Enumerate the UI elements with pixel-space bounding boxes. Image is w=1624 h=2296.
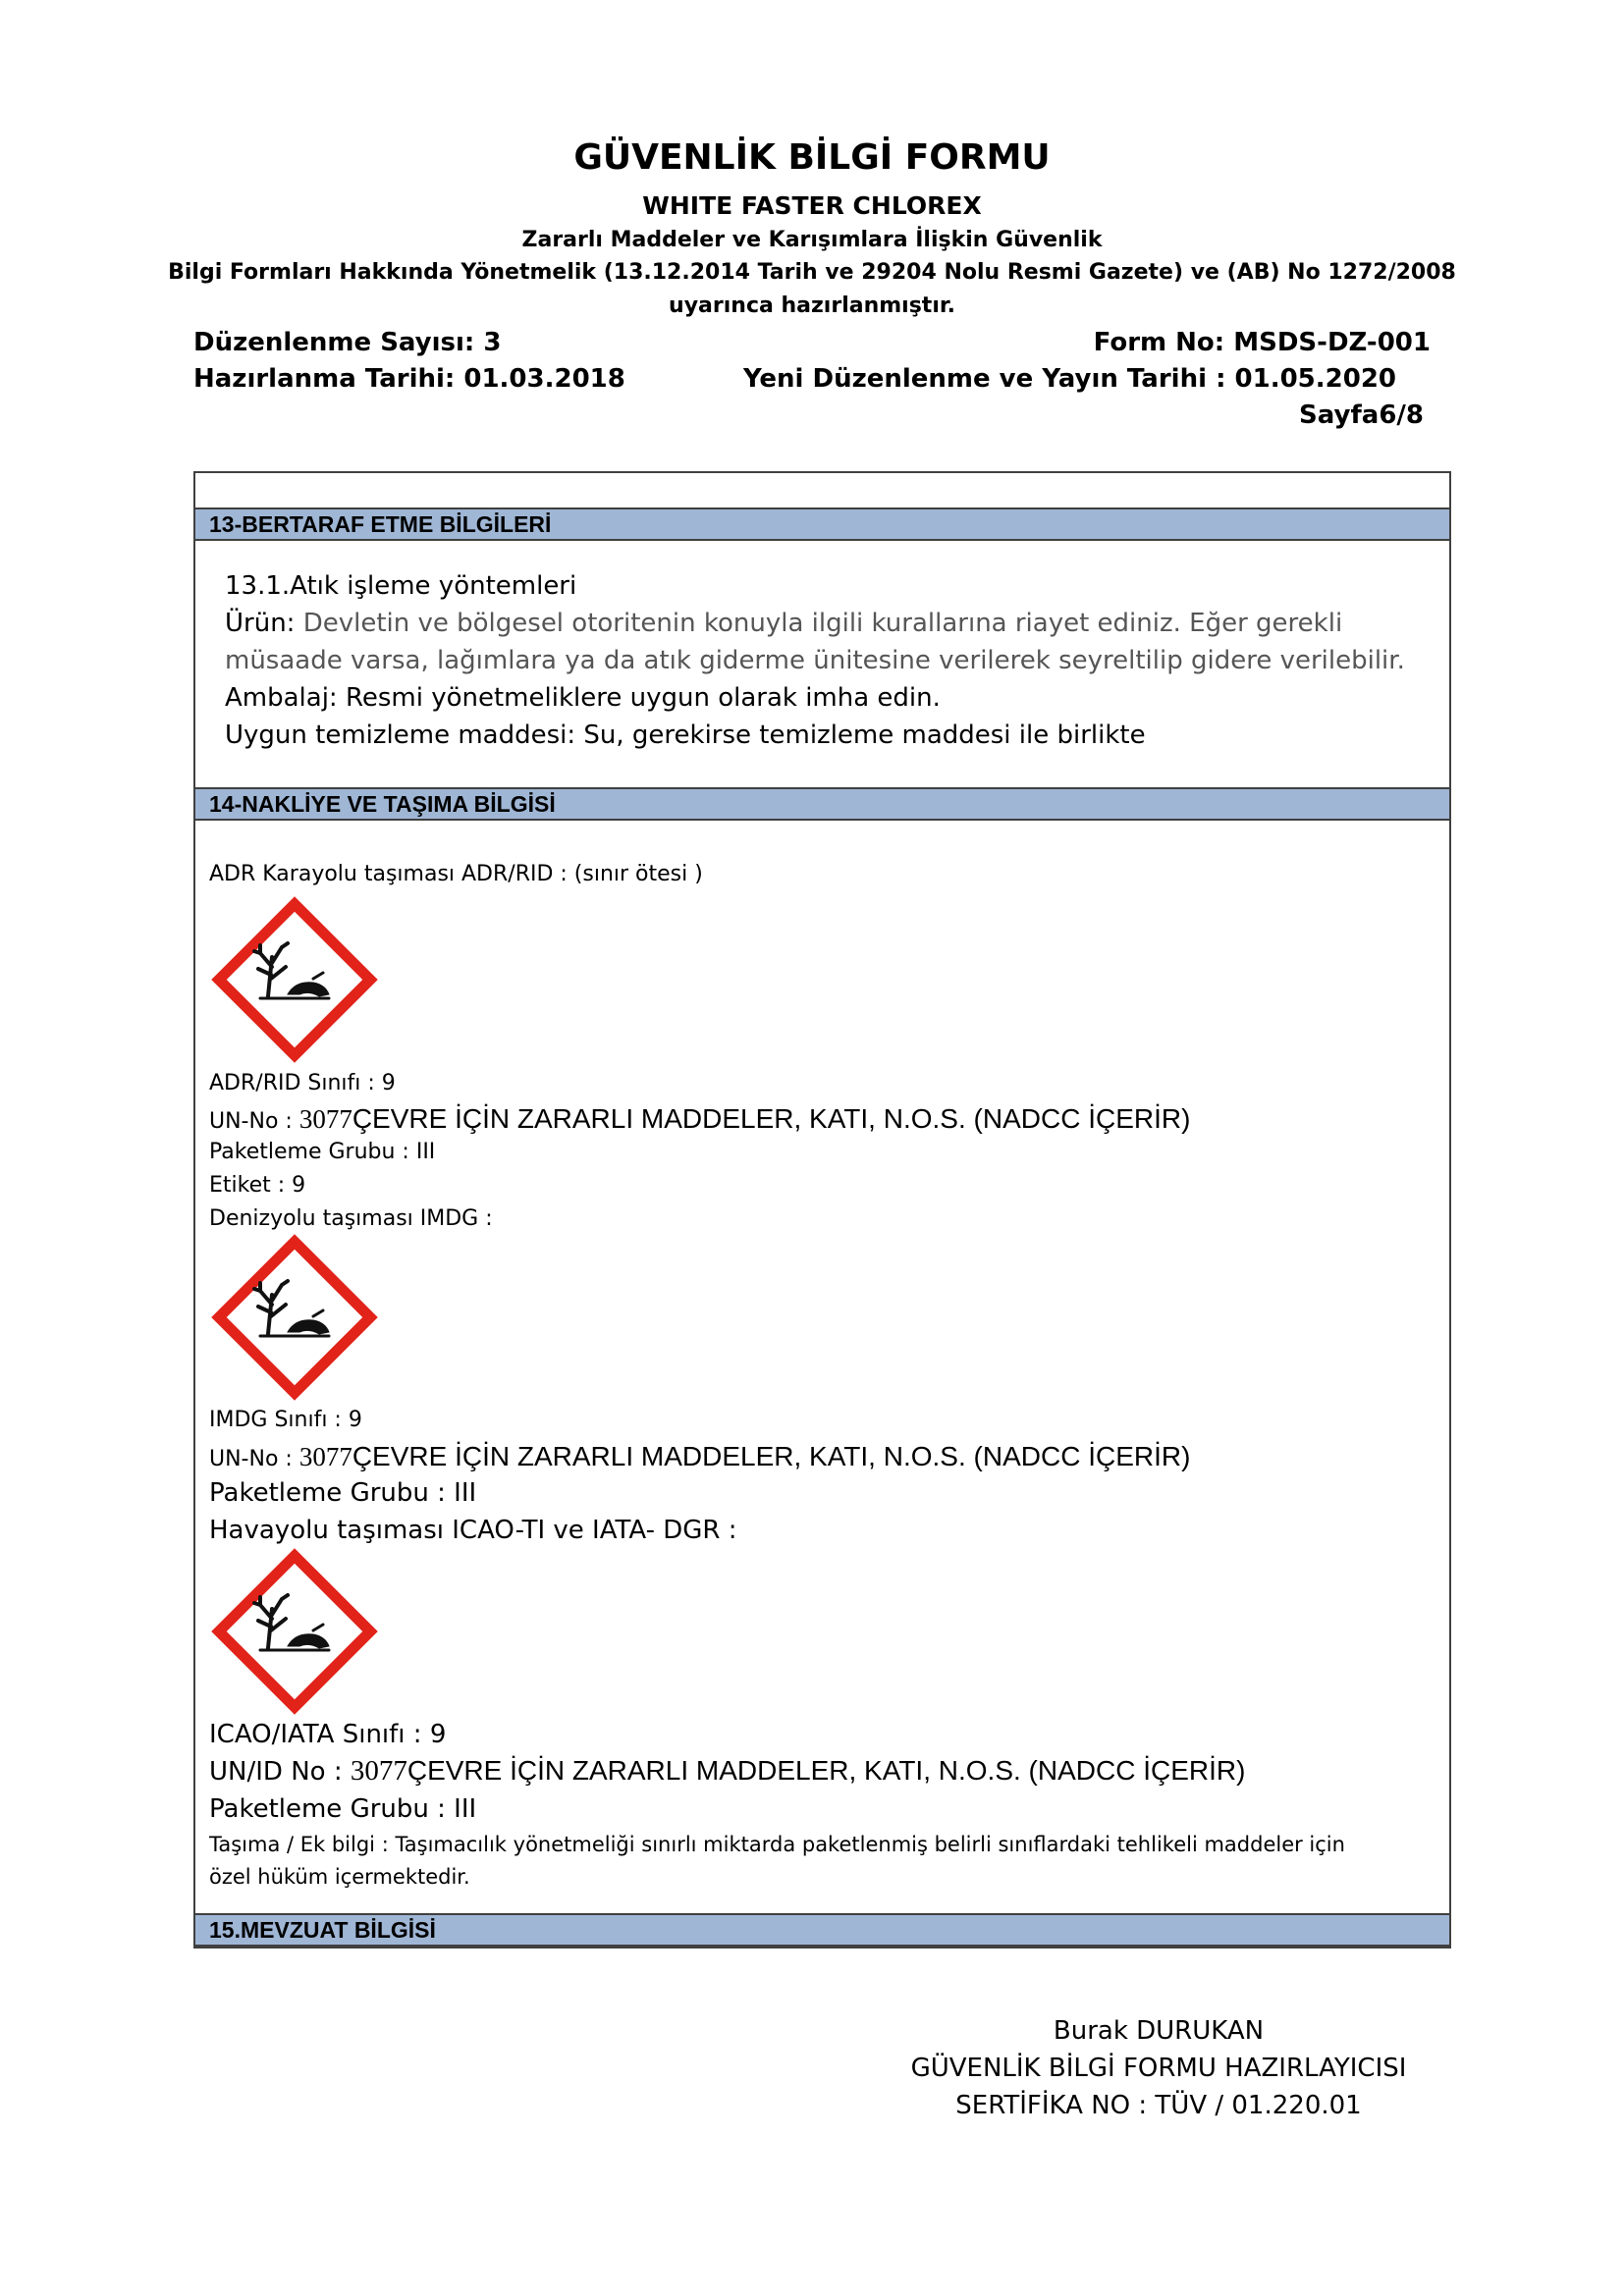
- adr-title: ADR Karayolu taşıması ADR/RID : (sınır ötesi ): [209, 862, 703, 886]
- transport-extra-info-1: Taşıma / Ek bilgi : Taşımacılık yönetmeliği sınırlı miktarda paketlenmiş belirli sınıflardaki tehlikeli maddeler için: [209, 1833, 1345, 1856]
- air-transport-title: Havayolu taşıması ICAO-TI ve IATA- DGR :: [209, 1516, 737, 1545]
- packaging-disposal: Ambalaj: Resmi yönetmeliklere uygun olarak imha edin.: [225, 683, 941, 713]
- adr-label: Etiket : 9: [209, 1173, 306, 1198]
- document-title: GÜVENLİK BİLGİ FORMU: [573, 137, 1051, 178]
- adr-un-number: UN-No : 3077ÇEVRE İÇİN ZARARLI MADDELER, KATI, N.O.S. (NADCC İÇERİR): [209, 1103, 1191, 1134]
- form-number: Form No: MSDS-DZ-001: [1093, 328, 1431, 357]
- imdg-packing-group: Paketleme Grubu : III: [209, 1478, 477, 1508]
- preparer-role: GÜVENLİK BİLGİ FORMU HAZIRLAYICISI: [910, 2054, 1407, 2083]
- page-number: Sayfa6/8: [1299, 400, 1424, 430]
- imdg-title: Denizyolu taşıması IMDG :: [209, 1206, 493, 1231]
- adr-packing-group: Paketleme Grubu : III: [209, 1140, 436, 1164]
- product-disposal-line-2: müsaade varsa, lağımlara ya da atık giderme ünitesine verilerek seyreltilip gidere verilebilir.: [225, 646, 1405, 675]
- ghs09-environment-hazard-icon: [211, 1548, 378, 1715]
- revision-number: Düzenlenme Sayısı: 3: [193, 328, 502, 357]
- adr-class: ADR/RID Sınıfı : 9: [209, 1071, 396, 1095]
- certificate-number: SERTİFİKA NO : TÜV / 01.220.01: [955, 2091, 1362, 2120]
- cleaning-agent: Uygun temizleme maddesi: Su, gerekirse temizleme maddesi ile birlikte: [225, 721, 1146, 750]
- ghs09-environment-hazard-icon: [211, 896, 378, 1063]
- regulation-line-3: uyarınca hazırlanmıştır.: [669, 294, 955, 318]
- product-name: WHITE FASTER CHLOREX: [642, 191, 982, 220]
- section-13-title: 13-BERTARAF ETME BİLGİLERİ: [209, 511, 552, 537]
- content-box: [193, 471, 1451, 1949]
- section-13-header: [195, 507, 1449, 541]
- reissue-date: Yeni Düzenlenme ve Yayın Tarihi : 01.05.2020: [742, 364, 1396, 394]
- preparation-date: Hazırlanma Tarihi: 01.03.2018: [193, 364, 625, 394]
- waste-methods-heading: 13.1.Atık işleme yöntemleri: [225, 571, 577, 601]
- air-packing-group: Paketleme Grubu : III: [209, 1794, 477, 1824]
- section-15-title: 15.MEVZUAT BİLGİSİ: [209, 1917, 436, 1943]
- product-disposal-line: Ürün: Devletin ve bölgesel otoritenin konuyla ilgili kurallarına riayet ediniz. Eğer gerekli: [225, 609, 1343, 638]
- regulation-line-1: Zararlı Maddeler ve Karışımlara İlişkin Güvenlik: [521, 228, 1103, 252]
- transport-extra-info-2: özel hüküm içermektedir.: [209, 1865, 470, 1889]
- imdg-un-number: UN-No : 3077ÇEVRE İÇİN ZARARLI MADDELER, KATI, N.O.S. (NADCC İÇERİR): [209, 1441, 1191, 1471]
- imdg-class: IMDG Sınıfı : 9: [209, 1408, 362, 1432]
- air-class: ICAO/IATA Sınıfı : 9: [209, 1720, 447, 1749]
- air-un-number: UN/ID No : 3077ÇEVRE İÇİN ZARARLI MADDELER, KATI, N.O.S. (NADCC İÇERİR): [209, 1755, 1246, 1787]
- section-14-title: 14-NAKLİYE VE TAŞIMA BİLGİSİ: [209, 791, 556, 817]
- section-14-header: [195, 787, 1449, 821]
- preparer-name: Burak DURUKAN: [1053, 2016, 1265, 2046]
- section-15-header: [195, 1913, 1449, 1947]
- ghs09-environment-hazard-icon: [211, 1234, 378, 1401]
- regulation-line-2: Bilgi Formları Hakkında Yönetmelik (13.12.2014 Tarih ve 29204 Nolu Resmi Gazete) ve (AB) No 1272/2008: [168, 260, 1456, 285]
